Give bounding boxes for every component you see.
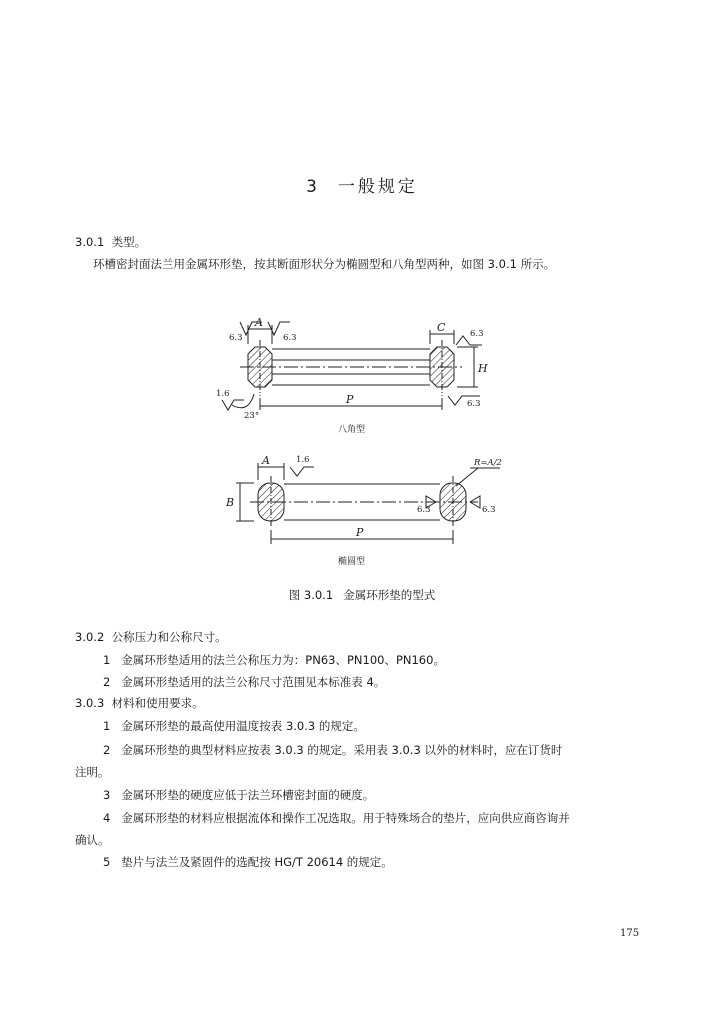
figure-caption xyxy=(0,587,724,603)
oval-rough-3: 6.3 xyxy=(482,505,496,515)
chapter-number: 3 xyxy=(306,177,320,197)
section-3-0-3 xyxy=(75,695,204,711)
section-number: 3.0.2 xyxy=(75,630,105,644)
item-text: 金属环形垫的典型材料应按表 3.0.3 的规定。采用表 3.0.3 以外的材料时，应在订货时 xyxy=(121,743,563,757)
oct-rough-1: 6.3 xyxy=(229,333,243,343)
item-number: 5 xyxy=(103,855,111,869)
item-text: 金属环形垫适用的法兰公称压力为：PN63、PN100、PN160。 xyxy=(121,653,445,667)
oval-rough-1: 1.6 xyxy=(296,455,310,465)
caption-text: 金属环形垫的型式 xyxy=(343,588,436,602)
oct-dim-H: H xyxy=(478,362,488,375)
oval-dim-A: A xyxy=(262,454,270,467)
list-item xyxy=(103,787,374,803)
list-item xyxy=(103,854,393,870)
item-number: 1 xyxy=(103,653,111,667)
section-number: 3.0.1 xyxy=(75,235,105,249)
section-3-0-2 xyxy=(75,629,227,645)
oval-dim-B: B xyxy=(226,496,235,509)
oct-angle: 23° xyxy=(244,411,260,421)
oct-rough-3: 6.3 xyxy=(470,329,484,339)
item-text: 金属环形垫适用的法兰公称尺寸范围见本标准表 4。 xyxy=(121,675,386,689)
item-number: 2 xyxy=(103,675,111,689)
list-item-continuation: 确认。 xyxy=(75,833,110,847)
list-item xyxy=(103,652,445,668)
section-title: 类型。 xyxy=(111,235,147,249)
item-number: 2 xyxy=(103,743,111,757)
oval-gasket-drawing xyxy=(236,463,500,544)
list-item xyxy=(103,718,365,734)
oval-radius: R=A/2 xyxy=(474,458,502,468)
item-text: 金属环形垫的材料应根据流体和操作工况选取。用于特殊场合的垫片，应向供应商咨询并 xyxy=(121,811,570,825)
item-text: 垫片与法兰及紧固件的选配按 HG/T 20614 的规定。 xyxy=(121,855,393,869)
oct-dim-A: A xyxy=(255,316,263,329)
list-item-continuation: 注明。 xyxy=(75,765,110,779)
page-number: 175 xyxy=(620,928,640,939)
oct-rough-5: 1.6 xyxy=(216,389,230,399)
oct-dim-P: P xyxy=(346,393,354,406)
chapter-title: 一般规定 xyxy=(337,177,418,197)
oct-rough-4: 6.3 xyxy=(467,399,481,409)
section-3-0-1-body: 环槽密封面法兰用金属环形垫，按其断面形状分为椭圆型和八角型两种，如图 3.0.1 所示。 xyxy=(93,257,556,271)
oval-rough-2: 6.3 xyxy=(417,505,431,515)
list-item xyxy=(103,742,562,758)
caption-number: 图 3.0.1 xyxy=(288,588,334,602)
section-title: 公称压力和公称尺寸。 xyxy=(111,630,227,644)
item-text: 金属环形垫的硬度应低于法兰环槽密封面的硬度。 xyxy=(121,788,375,802)
section-title: 材料和使用要求。 xyxy=(111,696,204,710)
list-item xyxy=(103,810,570,826)
item-number: 4 xyxy=(103,811,111,825)
oval-label: 椭圆型 xyxy=(338,557,366,567)
oct-label: 八角型 xyxy=(338,425,366,435)
item-number: 1 xyxy=(103,719,111,733)
item-number: 3 xyxy=(103,788,111,802)
oct-rough-2: 6.3 xyxy=(283,333,297,343)
item-text: 金属环形垫的最高使用温度按表 3.0.3 的规定。 xyxy=(121,719,365,733)
section-number: 3.0.3 xyxy=(75,696,105,710)
list-item xyxy=(103,674,385,690)
oval-dim-P: P xyxy=(356,526,364,539)
oct-dim-C: C xyxy=(437,321,446,334)
